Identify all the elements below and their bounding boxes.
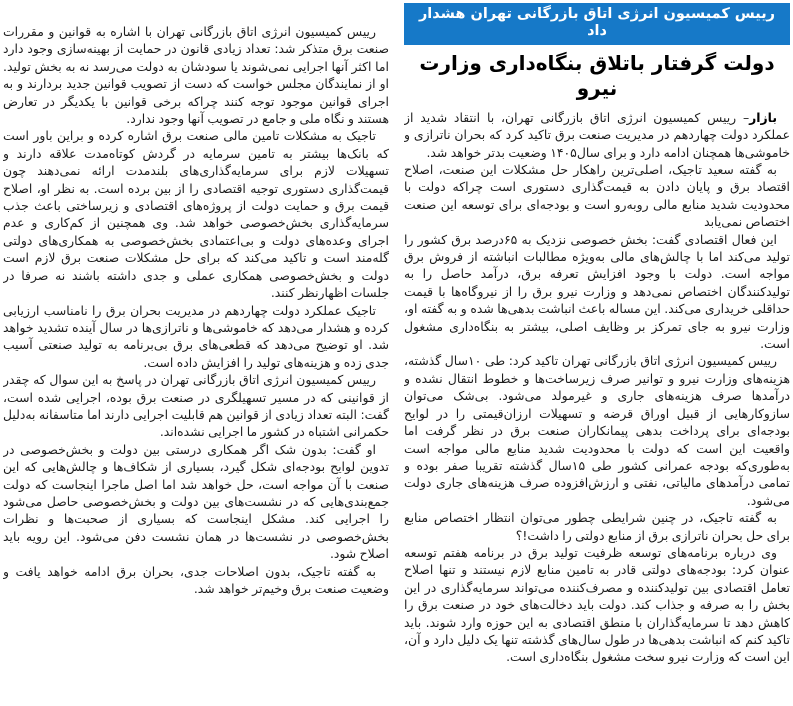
article-paragraph: تاجیک به مشکلات تامین مالی صنعت برق اشاره کرده و براین باور است که بانک‌ها بیشتر به تامین سرمایه در گردش کوتاه‌مدت علاقه دارند و تسهیلات لازم برای سرمایه‌گذاری‌های بلندمدت ارائه نمی‌دهند چون قیمت‌گذاری دستوری توجیه اقتصادی را از بین برده است. به نظر او، اصلاح قیمت برق و حمایت دولت از پروژه‌های اقتصادی و زیرساختی باعث جذب سرمایه‌گذاری بخش‌خصوصی خواهد شد. وی همچنین از کم‌کاری و عدم اجرای وعده‌های دولت و بی‌اعتمادی بخش‌خصوصی به همکاری‌های دولتی گله‌مند است و تاکید می‌کند که برای حل مشکلات صنعت برق لازم است دولت و بخش‌خصوصی همکاری عملی و جدی داشته باشند نه صرفا در جلسات اظهارنظر کنند. [3, 128, 389, 301]
article-paragraph: او گفت: بدون شک اگر همکاری درستی بین دولت و بخش‌خصوصی در تدوین لوایح بودجه‌ای شکل گیرد، بسیاری از شکاف‌ها و چالش‌هایی که این صنعت با آن مواجه است، حل خواهد شد اما اصل ماجرا اینجاست که دولت جمع‌بندی‌هایی که در نشست‌های بین دولت و بخش‌خصوصی حاصل می‌شود را اجرایی کند. مشکل اینجاست که بسیاری از صحبت‌ها و نظرات بخش‌خصوصی در نشست‌ها در همان نشست دفن می‌شود. این رویه باید اصلاح شود. [3, 441, 389, 562]
article-body-right [404, 109, 790, 666]
article-paragraph: به گفته تاجیک، در چنین شرایطی چطور می‌توان انتظار اختصاص منابع برای حل بحران ناترازی برق از منابع دولتی را داشت!؟ [404, 510, 790, 543]
headline: دولت گرفتار باتلاق بنگاه‌داری وزارت نیرو [419, 50, 775, 100]
article-paragraph: رییس کمیسیون انرژی اتاق بازرگانی تهران در پاسخ به این سوال که چقدر از قوانینی که در مسیر تسهیلگری در صنعت برق بوده، اجرایی شده است، گفت: البته تعداد زیادی از قوانین هم قابلیت اجرایی دارند اما متاسفانه به‌دلیل حکمرانی اشتباه در کشور ما اجرایی نشده‌اند. [3, 372, 389, 440]
lead-word: بازار [749, 109, 777, 125]
article-paragraph: تاجیک عملکرد دولت چهاردهم در مدیریت بحران برق را نامناسب ارزیابی کرده و هشدار می‌دهد که خاموشی‌ها و ناترازی‌ها در سال آینده تشدید خواهد شد. او توضیح می‌دهد که قطعی‌های برق بی‌برنامه به تولید صنعتی آسیب جدی زده و هزینه‌های تولید را افزایش داده است. [3, 302, 389, 370]
kicker-text: رییس کمیسیون انرژی اتاق بازرگانی تهران هشدار داد [418, 6, 776, 40]
article-paragraph: رییس کمیسیون انرژی اتاق بازرگانی تهران با اشاره به قوانین و مقررات صنعت برق متذکر شد: تعداد زیادی قانون در حمایت از بهینه‌سازی وجود دارد اما اکثر آنها اجرایی نمی‌شوند یا سودشان به دولت می‌رسد نه به بخش تولید. او از نمایندگان مجلس خواست که دست از تصویب قوانین جدید بردارند و به اجرای قوانین موجود توجه کنند چراکه برخی قوانین با یکدیگر در تعارض هستند و نگاه ملی و جامع در تصویب آنها وجود ندارد. [3, 24, 389, 127]
article-body-left [3, 23, 389, 597]
article-column-left [3, 2, 389, 700]
article-paragraph: بازار– رییس کمیسیون انرژی اتاق بازرگانی تهران، با انتقاد شدید از عملکرد دولت چهاردهم در مدیریت صنعت برق تاکید کرد که بحران ناترازی و خاموشی‌ها همچنان ادامه دارد و برای سال۱۴۰۵ وضعیت بدتر خواهد شد. [404, 109, 790, 160]
article-paragraph: به گفته تاجیک، بدون اصلاحات جدی، بحران برق ادامه خواهد یافت و وضعیت صنعت برق وخیم‌تر خواهد شد. [3, 563, 389, 596]
article-paragraph: به گفته سعید تاجیک، اصلی‌ترین راهکار حل مشکلات این صنعت، اصلاح اقتصاد برق و پایان دادن به قیمت‌گذاری دستوری است چراکه دولت با محدودیت شدید منابع مالی روبه‌رو است و بودجه‌ای برای توسعه این صنعت اختصاص نمی‌یابد [404, 162, 790, 230]
article-column-right [404, 2, 790, 700]
article-paragraph: رییس کمیسیون انرژی اتاق بازرگانی تهران تاکید کرد: طی ۱۰سال گذشته، هزینه‌های وزارت نیرو و توانیر صرف زیرساخت‌ها و خطوط انتقال نشده و درآمدها صرف هزینه‌های جاری و غیرمولد می‌شود. بی‌شک می‌توان سازوکارهایی از قبیل اوراق قرضه و تسهیلات ارزان‌قیمتی را در لوایح بودجه‌ای برای پرداخت بدهی پیمانکاران صنعت برق در نظر گرفت اما واقعیت این است که دولت با محدودیت شدید منابع مالی مواجه است به‌طوری‌که بودجه عمرانی کشور طی ۱۵سال گذشته تقریبا صفر بوده و تمامی درآمدهای مالیاتی، نفتی و ارزش‌افزوده صرف هزینه‌های جاری دولت می‌شود. [404, 353, 790, 508]
kicker-banner [404, 3, 790, 45]
article-paragraph: وی درباره برنامه‌های توسعه ظرفیت تولید برق در برنامه هفتم توسعه عنوان کرد: بودجه‌های دولتی قادر به تامین منابع لازم نیستند و تنها اصلاح تعامل اقتصادی بین تولیدکننده و مصرف‌کننده می‌تواند سرمایه‌گذاری در این بخش را به صرفه و جذاب کند. دولت باید دخالت‌های خود در صنعت برق را کاهش دهد تا سرمایه‌گذاران با منطق اقتصادی به این حوزه وارد شوند. باید تاکید کنم که انباشت بدهی‌ها در طول سال‌های گذشته تنها یک دلیل دارد و آن، این است که وزارت نیرو سخت مشغول بنگاه‌داری است. [404, 544, 790, 665]
article-paragraph: این فعال اقتصادی گفت: بخش خصوصی نزدیک به ۶۵درصد برق کشور را تولید می‌کند اما با چالش‌های مالی به‌ویژه مطالبات انباشته از فروش برق مواجه است. دولت با وجود افزایش تعرفه برق، درآمد حاصل را به تولیدکنندگان اختصاص نمی‌دهد و وزارت نیرو برق را از نیروگاه‌ها با قیمت حداقلی خریداری می‌کند. این مساله باعث انباشت بدهی‌ها شده و به گفته او، وزارت نیرو به جای تمرکز بر وظایف اصلی، بیشتر به بنگاه‌داری مشغول است. [404, 231, 790, 352]
